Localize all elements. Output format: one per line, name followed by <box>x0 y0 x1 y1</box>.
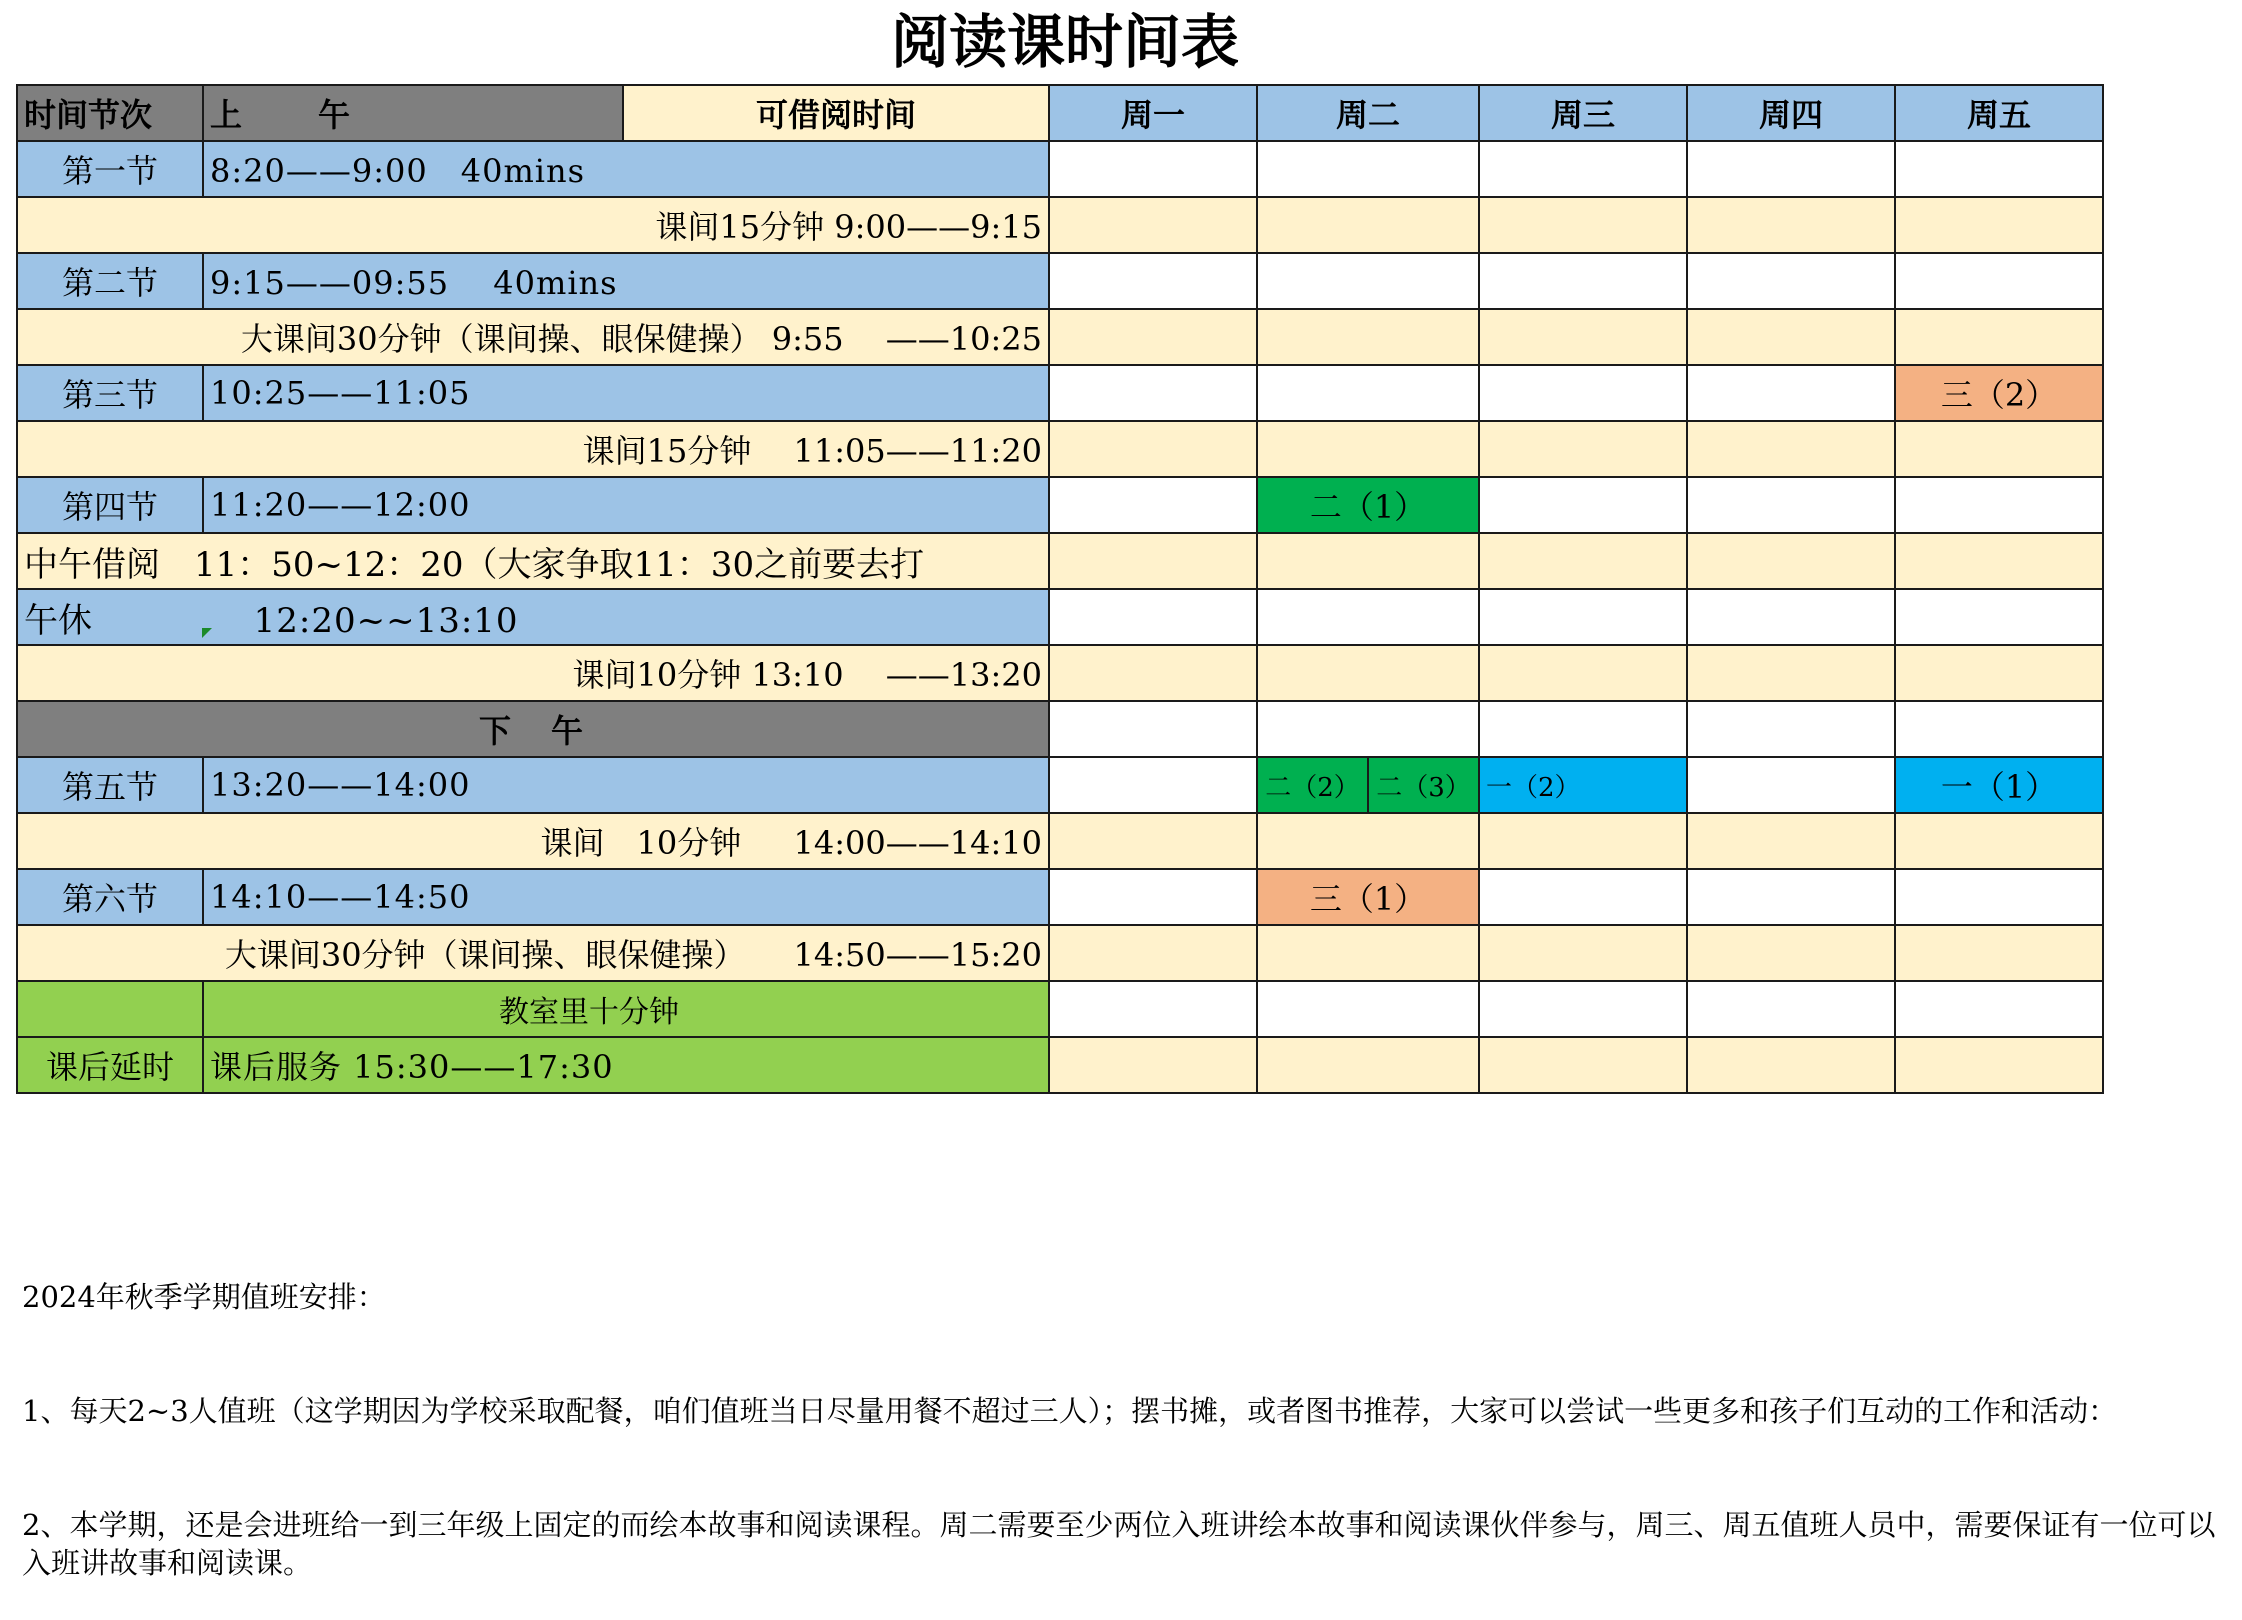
header-morning: 上 午 <box>203 85 623 141</box>
period-time: 9:15——09:55 40mins <box>203 253 1049 309</box>
header-day-wed: 周三 <box>1479 85 1687 141</box>
period-time: 13:20——14:00 <box>203 757 1049 813</box>
page-title: 阅读课时间表 <box>890 8 1239 76</box>
slot-tue[interactable] <box>1257 421 1479 477</box>
period-row-3 <box>17 365 2103 421</box>
after-school-label: 课后延时 <box>17 1037 203 1093</box>
slot-tue[interactable] <box>1257 365 1479 421</box>
slot-mon[interactable] <box>1049 589 1257 645</box>
slot-fri[interactable] <box>1895 701 2103 757</box>
noon-borrow-row <box>17 533 2103 589</box>
slot-thu[interactable] <box>1687 1037 1895 1093</box>
slot-thu[interactable] <box>1687 309 1895 365</box>
slot-tue-class[interactable]: 二（1） <box>1257 477 1479 533</box>
slot-fri[interactable] <box>1895 645 2103 701</box>
header-day-fri: 周五 <box>1895 85 2103 141</box>
break-row-3 <box>17 421 2103 477</box>
period-row-5 <box>17 757 2103 813</box>
slot-thu[interactable] <box>1687 813 1895 869</box>
break-text: 课间 10分钟 14:00——14:10 <box>17 813 1049 869</box>
slot-tue[interactable] <box>1257 925 1479 981</box>
slot-wed[interactable] <box>1479 869 1687 925</box>
slot-mon[interactable] <box>1049 813 1257 869</box>
slot-thu[interactable] <box>1687 981 1895 1037</box>
header-period-label: 时间节次 <box>17 85 203 141</box>
slot-mon[interactable] <box>1049 365 1257 421</box>
slot-mon[interactable] <box>1049 309 1257 365</box>
slot-tue[interactable] <box>1257 533 1479 589</box>
slot-mon[interactable] <box>1049 645 1257 701</box>
slot-tue[interactable] <box>1257 645 1479 701</box>
slot-fri-class[interactable]: 一（1） <box>1895 757 2103 813</box>
noon-borrow-text: 中午借阅 11：50~12：20（大家争取11：30之前要去打 <box>17 533 1049 589</box>
break-row-2 <box>17 309 2103 365</box>
classroom-row <box>17 981 2103 1037</box>
after-school-time: 课后服务 15:30——17:30 <box>203 1037 1049 1093</box>
slot-tue[interactable] <box>1257 253 1479 309</box>
period-name: 第一节 <box>17 141 203 197</box>
slot-thu[interactable] <box>1687 477 1895 533</box>
afternoon-header-row <box>17 701 2103 757</box>
slot-tue[interactable] <box>1257 141 1479 197</box>
header-borrow-time: 可借阅时间 <box>623 85 1049 141</box>
slot-thu[interactable] <box>1687 197 1895 253</box>
slot-tue-class-a[interactable]: 二（2） <box>1265 772 1360 803</box>
slot-fri[interactable] <box>1895 1037 2103 1093</box>
slot-mon[interactable] <box>1049 197 1257 253</box>
break-row-6 <box>17 925 2103 981</box>
break-text: 大课间30分钟（课间操、眼保健操） 14:50——15:20 <box>17 925 1049 981</box>
slot-fri[interactable] <box>1895 421 2103 477</box>
slot-fri[interactable] <box>1895 981 2103 1037</box>
period-name: 第四节 <box>17 477 203 533</box>
slot-fri[interactable] <box>1895 869 2103 925</box>
slot-wed[interactable] <box>1479 141 1687 197</box>
slot-mon[interactable] <box>1049 533 1257 589</box>
break-row-1 <box>17 197 2103 253</box>
slot-mon[interactable] <box>1049 477 1257 533</box>
slot-tue[interactable] <box>1257 309 1479 365</box>
period-time: 10:25——11:05 <box>203 365 1049 421</box>
slot-thu[interactable] <box>1687 421 1895 477</box>
nap-label: 午休 <box>24 600 92 641</box>
slot-thu[interactable] <box>1687 253 1895 309</box>
slot-fri[interactable] <box>1895 533 2103 589</box>
slot-fri[interactable] <box>1895 589 2103 645</box>
slot-wed[interactable] <box>1479 645 1687 701</box>
slot-mon[interactable] <box>1049 757 1257 813</box>
header-day-mon: 周一 <box>1049 85 1257 141</box>
header-day-tue: 周二 <box>1257 85 1479 141</box>
break-text: 课间15分钟 11:05——11:20 <box>17 421 1049 477</box>
slot-thu[interactable] <box>1687 365 1895 421</box>
header-row <box>17 85 2103 141</box>
classroom-empty <box>17 981 203 1037</box>
slot-tue[interactable] <box>1257 813 1479 869</box>
slot-thu[interactable] <box>1687 141 1895 197</box>
slot-fri[interactable] <box>1895 477 2103 533</box>
slot-fri[interactable] <box>1895 309 2103 365</box>
notes-heading: 2024年秋季学期值班安排： <box>22 1280 386 1314</box>
header-day-thu: 周四 <box>1687 85 1895 141</box>
slot-wed[interactable] <box>1479 421 1687 477</box>
slot-wed[interactable] <box>1479 813 1687 869</box>
break-text: 课间15分钟 9:00——9:15 <box>17 197 1049 253</box>
slot-wed[interactable] <box>1479 1037 1687 1093</box>
nap-cell <box>17 589 1049 645</box>
slot-wed[interactable] <box>1479 589 1687 645</box>
slot-mon[interactable] <box>1049 701 1257 757</box>
slot-tue-split <box>1257 757 1479 813</box>
classroom-text: 教室里十分钟 <box>203 981 1049 1037</box>
slot-tue[interactable] <box>1257 197 1479 253</box>
break-text: 大课间30分钟（课间操、眼保健操） 9:55 ——10:25 <box>17 309 1049 365</box>
slot-mon[interactable] <box>1049 869 1257 925</box>
slot-tue[interactable] <box>1257 1037 1479 1093</box>
duty-notes <box>22 1202 2232 1620</box>
slot-thu[interactable] <box>1687 533 1895 589</box>
period-time: 11:20——12:00 <box>203 477 1049 533</box>
slot-wed[interactable] <box>1479 253 1687 309</box>
slot-mon[interactable] <box>1049 981 1257 1037</box>
afternoon-label: 下 午 <box>17 701 1049 757</box>
period-name: 第三节 <box>17 365 203 421</box>
period-name: 第五节 <box>17 757 203 813</box>
break-row-4 <box>17 645 2103 701</box>
slot-mon[interactable] <box>1049 1037 1257 1093</box>
slot-tue-class-b[interactable]: 二（3） <box>1367 758 1478 812</box>
notes-item-2: 2、本学期，还是会进班给一到三年级上固定的而绘本故事和阅读课程。周二需要至少两位入班讲绘本故事和阅读课伙伴参与，周三、周五值班人员中，需要保证有一位可以入班讲故事和阅读课。 <box>22 1508 2216 1580</box>
period-row-1 <box>17 141 2103 197</box>
slot-wed-class[interactable]: 一（2） <box>1479 757 1687 813</box>
period-row-2 <box>17 253 2103 309</box>
slot-fri[interactable] <box>1895 813 2103 869</box>
period-row-4 <box>17 477 2103 533</box>
slot-wed[interactable] <box>1479 309 1687 365</box>
slot-fri[interactable] <box>1895 253 2103 309</box>
slot-thu[interactable] <box>1687 925 1895 981</box>
period-name: 第二节 <box>17 253 203 309</box>
period-time: 8:20——9:00 40mins <box>203 141 1049 197</box>
slot-wed[interactable] <box>1479 365 1687 421</box>
break-text: 课间10分钟 13:10 ——13:20 <box>17 645 1049 701</box>
slot-fri-class[interactable]: 三（2） <box>1895 365 2103 421</box>
slot-thu[interactable] <box>1687 869 1895 925</box>
slot-thu[interactable] <box>1687 701 1895 757</box>
notes-item-1: 1、每天2~3人值班（这学期因为学校采取配餐，咱们值班当日尽量用餐不超过三人）；摆书摊，或者图书推荐，大家可以尝试一些更多和孩子们互动的工作和活动： <box>22 1394 2118 1428</box>
slot-wed[interactable] <box>1479 981 1687 1037</box>
slot-wed[interactable] <box>1479 925 1687 981</box>
slot-thu[interactable] <box>1687 589 1895 645</box>
break-row-5 <box>17 813 2103 869</box>
slot-tue[interactable] <box>1257 981 1479 1037</box>
slot-fri[interactable] <box>1895 141 2103 197</box>
period-time: 14:10——14:50 <box>203 869 1049 925</box>
comment-indicator-icon <box>202 628 212 638</box>
slot-wed[interactable] <box>1479 533 1687 589</box>
nap-row <box>17 589 2103 645</box>
slot-tue-class[interactable]: 三（1） <box>1257 869 1479 925</box>
slot-wed[interactable] <box>1479 197 1687 253</box>
slot-tue[interactable] <box>1257 589 1479 645</box>
slot-mon[interactable] <box>1049 141 1257 197</box>
slot-wed[interactable] <box>1479 477 1687 533</box>
period-row-6 <box>17 869 2103 925</box>
after-school-row <box>17 1037 2103 1093</box>
slot-mon[interactable] <box>1049 925 1257 981</box>
nap-time: 12:20~~13:10 <box>253 600 519 641</box>
slot-mon[interactable] <box>1049 421 1257 477</box>
slot-thu[interactable] <box>1687 757 1895 813</box>
period-name: 第六节 <box>17 869 203 925</box>
slot-fri[interactable] <box>1895 197 2103 253</box>
timetable <box>16 84 2104 1094</box>
slot-mon[interactable] <box>1049 253 1257 309</box>
slot-wed[interactable] <box>1479 701 1687 757</box>
slot-tue[interactable] <box>1257 701 1479 757</box>
slot-thu[interactable] <box>1687 645 1895 701</box>
slot-fri[interactable] <box>1895 925 2103 981</box>
